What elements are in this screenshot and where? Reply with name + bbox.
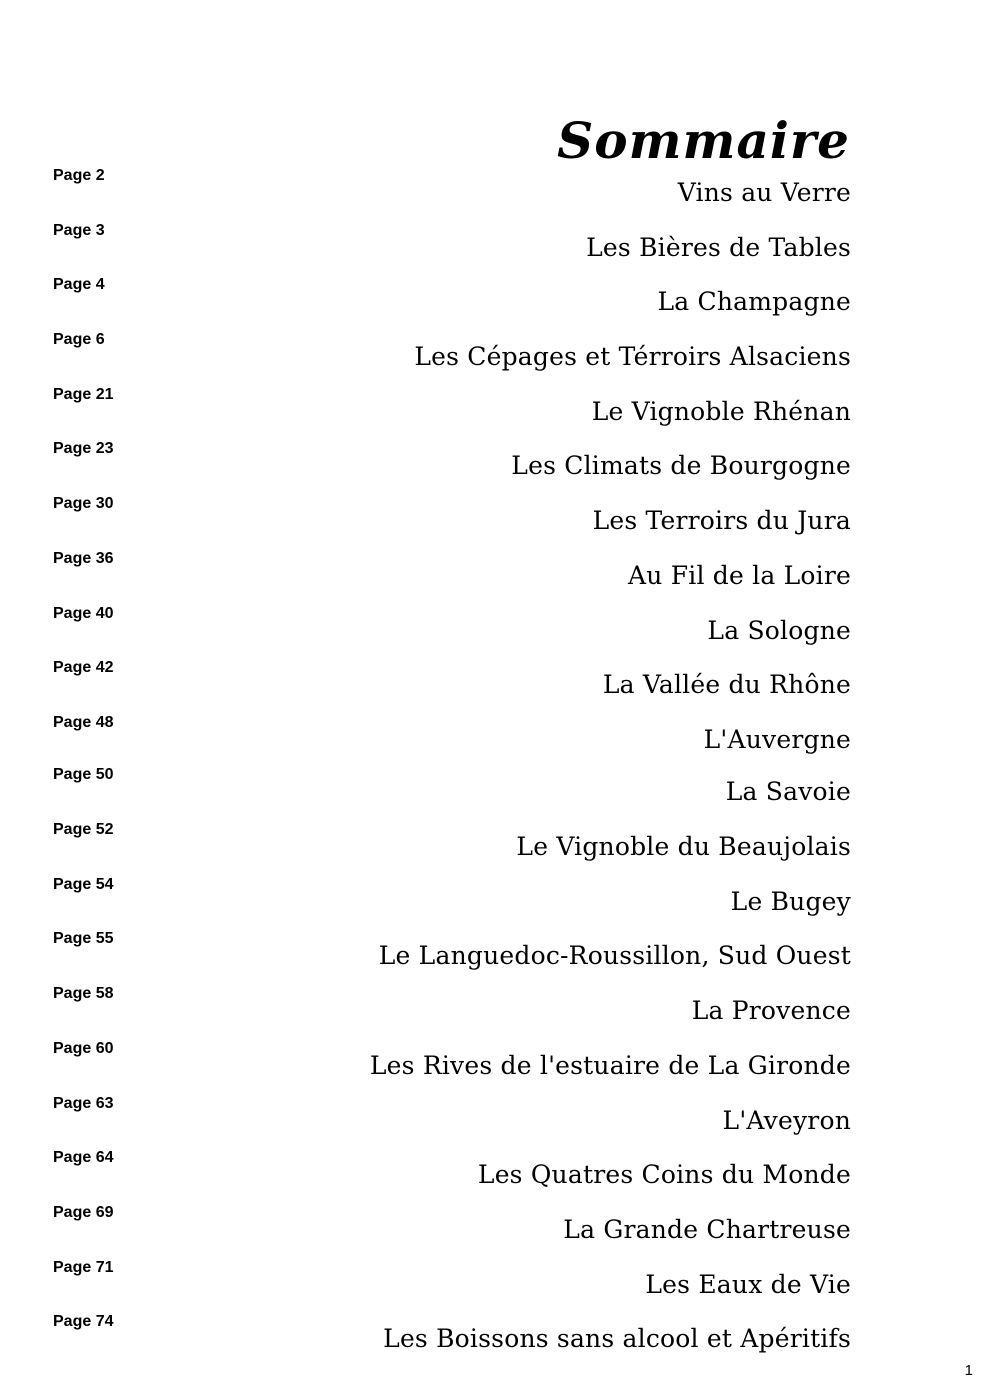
toc-section-title: La Champagne [657, 287, 851, 316]
toc-row [0, 875, 990, 935]
toc-section-title: La Grande Chartreuse [563, 1215, 851, 1244]
toc-section-title: Le Vignoble Rhénan [591, 397, 851, 426]
toc-page-reference: Page 64 [53, 1149, 114, 1166]
toc-row [0, 929, 990, 989]
toc-page-reference: Page 21 [53, 386, 114, 403]
toc-row [0, 494, 990, 554]
toc-row [0, 221, 990, 281]
toc-page-reference: Page 36 [53, 550, 114, 567]
page-title: Sommaire [557, 110, 850, 170]
toc-page-reference: Page 3 [53, 222, 105, 239]
page-number: 1 [964, 1362, 973, 1379]
toc-row [0, 275, 990, 335]
toc-section-title: L'Aveyron [722, 1106, 851, 1135]
toc-row [0, 330, 990, 390]
toc-page-reference: Page 69 [53, 1204, 114, 1221]
toc-page-reference: Page 40 [53, 605, 114, 622]
toc-section-title: Les Boissons sans alcool et Apéritifs [383, 1324, 851, 1353]
toc-section-title: La Sologne [707, 616, 851, 645]
toc-section-title: Vins au Verre [677, 178, 851, 207]
toc-page-reference: Page 2 [53, 167, 105, 184]
toc-section-title: Les Quatres Coins du Monde [477, 1160, 851, 1189]
toc-section-title: Les Eaux de Vie [645, 1270, 851, 1299]
toc-page-reference: Page 52 [53, 821, 114, 838]
toc-page-reference: Page 63 [53, 1095, 114, 1112]
toc-row [0, 1039, 990, 1099]
toc-page-reference: Page 55 [53, 930, 114, 947]
toc-page-reference: Page 74 [53, 1313, 114, 1330]
toc-section-title: La Provence [691, 996, 851, 1025]
toc-row [0, 439, 990, 499]
toc-section-title: Les Climats de Bourgogne [511, 451, 851, 480]
toc-row [0, 1094, 990, 1154]
toc-row [0, 1258, 990, 1318]
toc-page-reference: Page 42 [53, 659, 114, 676]
toc-page-reference: Page 54 [53, 876, 114, 893]
toc-page-reference: Page 4 [53, 276, 105, 293]
toc-section-title: Le Vignoble du Beaujolais [516, 832, 851, 861]
toc-row [0, 549, 990, 609]
toc-row [0, 765, 990, 825]
toc-row [0, 713, 990, 773]
toc-page-reference: Page 50 [53, 766, 114, 783]
toc-row [0, 658, 990, 718]
toc-row [0, 166, 990, 226]
toc-section-title: La Vallée du Rhône [602, 670, 851, 699]
toc-section-title: Les Terroirs du Jura [592, 506, 851, 535]
toc-section-title: Le Bugey [730, 887, 851, 916]
toc-section-title: Les Rives de l'estuaire de La Gironde [369, 1051, 851, 1080]
toc-section-title: L'Auvergne [703, 725, 851, 754]
toc-page-reference: Page 71 [53, 1259, 114, 1276]
toc-section-title: Les Cépages et Térroirs Alsaciens [414, 342, 851, 371]
toc-page-reference: Page 6 [53, 331, 105, 348]
toc-section-title: Les Bières de Tables [586, 233, 851, 262]
toc-row [0, 984, 990, 1044]
toc-row [0, 1148, 990, 1208]
toc-page-reference: Page 58 [53, 985, 114, 1002]
toc-row [0, 385, 990, 445]
toc-page-reference: Page 60 [53, 1040, 114, 1057]
toc-page-reference: Page 48 [53, 714, 114, 731]
toc-row [0, 820, 990, 880]
toc-section-title: Au Fil de la Loire [628, 561, 851, 590]
toc-page-reference: Page 23 [53, 440, 114, 457]
toc-section-title: La Savoie [725, 777, 851, 806]
toc-section-title: Le Languedoc-Roussillon, Sud Ouest [378, 941, 851, 970]
toc-row [0, 1312, 990, 1372]
toc-row [0, 1203, 990, 1263]
toc-row [0, 604, 990, 664]
toc-page-reference: Page 30 [53, 495, 114, 512]
